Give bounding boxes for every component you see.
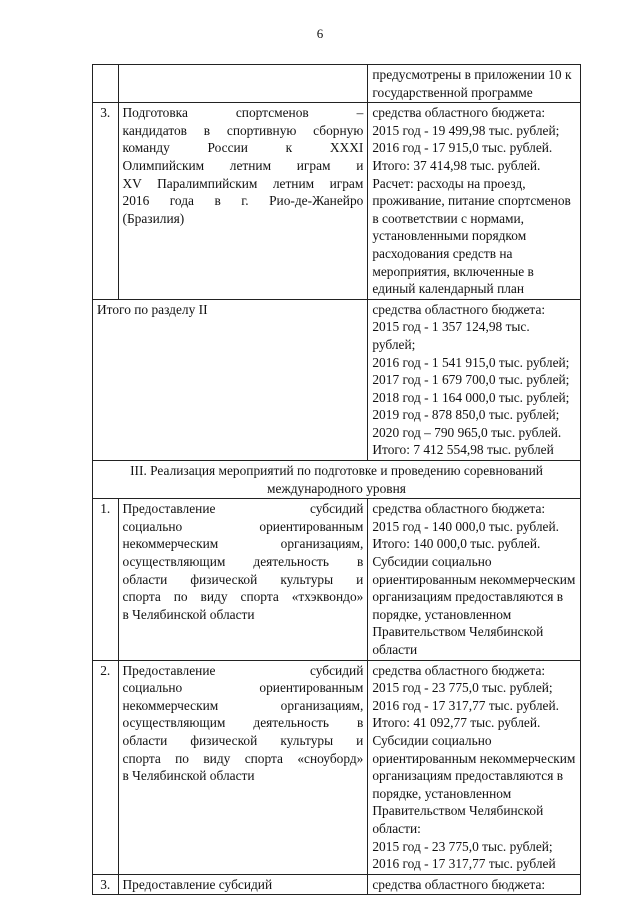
financing-text-line: предусмотрены в приложении 10 к — [372, 67, 572, 82]
total-financing-text-line: 2016 год - 1 541 915,0 тыс. рублей; — [372, 354, 570, 370]
financing-text-line: области: — [372, 820, 421, 836]
program-table — [92, 64, 581, 895]
financing-text-line: 2016 год - 17 317,77 тыс. рублей. — [372, 697, 559, 713]
financing-text-line: мероприятия, включенные в — [372, 263, 534, 279]
measure-name-line: команду России к XXXI — [122, 140, 364, 156]
row-number: 3. — [93, 874, 119, 895]
financing-text-line: 2016 год - 17 915,0 тыс. рублей. — [372, 140, 553, 156]
financing-text-line: проживание, питание спортсменов — [372, 193, 571, 209]
measure-name-line: Предоставление субсидий — [122, 876, 273, 892]
section-total-row — [93, 299, 581, 460]
financing-text-line: Субсидии социально — [372, 554, 492, 570]
measure-name — [118, 499, 368, 660]
measure-name-line: социально ориентированным — [122, 680, 364, 696]
financing-text-line: установленными порядком — [372, 228, 527, 244]
financing-text-line: Итого: 41 092,77 тыс. рублей. — [372, 715, 541, 731]
financing-text-line: Правительством Челябинской — [372, 624, 544, 640]
row-number: 1. — [93, 499, 119, 660]
financing-text-line: Правительством Челябинской — [372, 803, 544, 819]
financing-text-line: 2015 год - 19 499,98 тыс. рублей; — [372, 122, 560, 138]
financing-text — [368, 874, 581, 895]
total-financing-text-line: 2018 год - 1 164 000,0 тыс. рублей; — [372, 389, 570, 405]
financing-text-line: ориентированным некоммерческим — [372, 750, 576, 766]
measure-name-line: (Бразилия) — [122, 210, 185, 226]
measure-name-line: кандидатов в спортивную сборную — [122, 122, 364, 138]
section-row — [93, 874, 581, 895]
financing-text-line: порядке, установленном — [372, 785, 512, 801]
measure-name-line: спорта по виду спорта «сноуборд» — [122, 750, 364, 766]
measure-name-line: 2016 года в г. Рио-де-Жанейро — [122, 193, 364, 209]
measure-name-line: некоммерческим организациям, — [122, 697, 364, 713]
financing-text-line: 2015 год - 23 775,0 тыс. рублей; — [372, 680, 553, 696]
measure-name-line: Подготовка спортсменов – — [122, 105, 364, 121]
financing-text-line: средства областного бюджета: — [372, 662, 546, 678]
financing-text-line: Расчет: расходы на проезд, — [372, 175, 526, 191]
total-financing-text-line: 2017 год - 1 679 700,0 тыс. рублей; — [372, 372, 570, 388]
financing-text — [368, 65, 581, 103]
financing-text-line: порядке, установленном — [372, 606, 512, 622]
financing-text-line: ориентированным некоммерческим — [372, 571, 576, 587]
row-number: 2. — [93, 660, 119, 874]
financing-text-line: 2015 год - 23 775,0 тыс. рублей; — [372, 838, 553, 854]
financing-text-line: организациям предоставляются в — [372, 589, 564, 605]
section-row — [93, 499, 581, 660]
financing-text — [368, 660, 581, 874]
section-heading-line: III. Реализация мероприятий по подготовке и проведению соревнований — [130, 463, 543, 479]
measure-name-line: XV Паралимпийским летним играм — [122, 175, 364, 191]
section-row — [93, 660, 581, 874]
total-financing-text-line: 2020 год – 790 965,0 тыс. рублей. — [372, 424, 562, 440]
table-row — [93, 65, 581, 103]
financing-text-line: в соответствии с нормами, — [372, 210, 524, 226]
financing-text-line: единый календарный план — [372, 281, 525, 297]
measure-name-line: осуществляющим деятельность в — [122, 715, 364, 731]
financing-text-line: средства областного бюджета: — [372, 501, 546, 517]
financing-text-line: 2016 год - 17 317,77 тыс. рублей — [372, 856, 556, 872]
total-financing-text-line: 2019 год - 878 850,0 тыс. рублей; — [372, 407, 560, 423]
measure-name-line: в Челябинской области — [122, 606, 255, 622]
financing-text — [368, 499, 581, 660]
measure-name-line: спорта по виду спорта «тхэквондо» — [122, 589, 364, 605]
page-number: 6 — [316, 26, 324, 41]
financing-text-line: средства областного бюджета: — [372, 876, 546, 892]
financing-text-line: расходования средств на — [372, 245, 513, 261]
section-heading — [93, 461, 581, 499]
financing-text — [368, 103, 581, 300]
financing-text-line: средства областного бюджета: — [372, 105, 546, 121]
financing-text-line: 2015 год - 140 000,0 тыс. рублей. — [372, 518, 559, 534]
table-row — [93, 103, 581, 300]
measure-name — [118, 874, 368, 895]
row-number: 3. — [93, 103, 119, 300]
financing-text-line: Итого: 37 414,98 тыс. рублей. — [372, 157, 541, 173]
measure-name-line: Олимпийским летним играм и — [122, 157, 364, 173]
measure-name-line: области физической культуры и — [122, 571, 364, 587]
section-heading-line: международного уровня — [267, 480, 406, 496]
section-header-row — [93, 461, 581, 499]
measure-name-line: области физической культуры и — [122, 732, 364, 748]
measure-name-line: Предоставление субсидий — [122, 501, 364, 517]
measure-name-line: некоммерческим организациям, — [122, 536, 364, 552]
measure-name-line: Предоставление субсидий — [122, 662, 364, 678]
measure-name-line: осуществляющим деятельность в — [122, 554, 364, 570]
section-total-label: Итого по разделу II — [93, 299, 368, 460]
measure-name — [118, 103, 368, 300]
measure-name — [118, 660, 368, 874]
total-financing-text-line: средства областного бюджета: — [372, 301, 546, 317]
financing-text-line: государственной программе — [372, 84, 533, 100]
total-financing-text-line: Итого: 7 412 554,98 тыс. рублей — [372, 442, 554, 458]
row-number — [93, 65, 119, 103]
financing-text-line: организациям предоставляются в — [372, 768, 564, 784]
measure-name-line: социально ориентированным — [122, 518, 364, 534]
measure-name — [118, 65, 368, 103]
total-financing-text — [368, 299, 581, 460]
financing-text-line: области — [372, 642, 418, 657]
financing-text-line: Итого: 140 000,0 тыс. рублей. — [372, 536, 541, 552]
measure-name-line: в Челябинской области — [122, 768, 255, 784]
total-financing-text-line: 2015 год - 1 357 124,98 тыс. рублей; — [372, 319, 530, 352]
financing-text-line: Субсидии социально — [372, 732, 492, 748]
